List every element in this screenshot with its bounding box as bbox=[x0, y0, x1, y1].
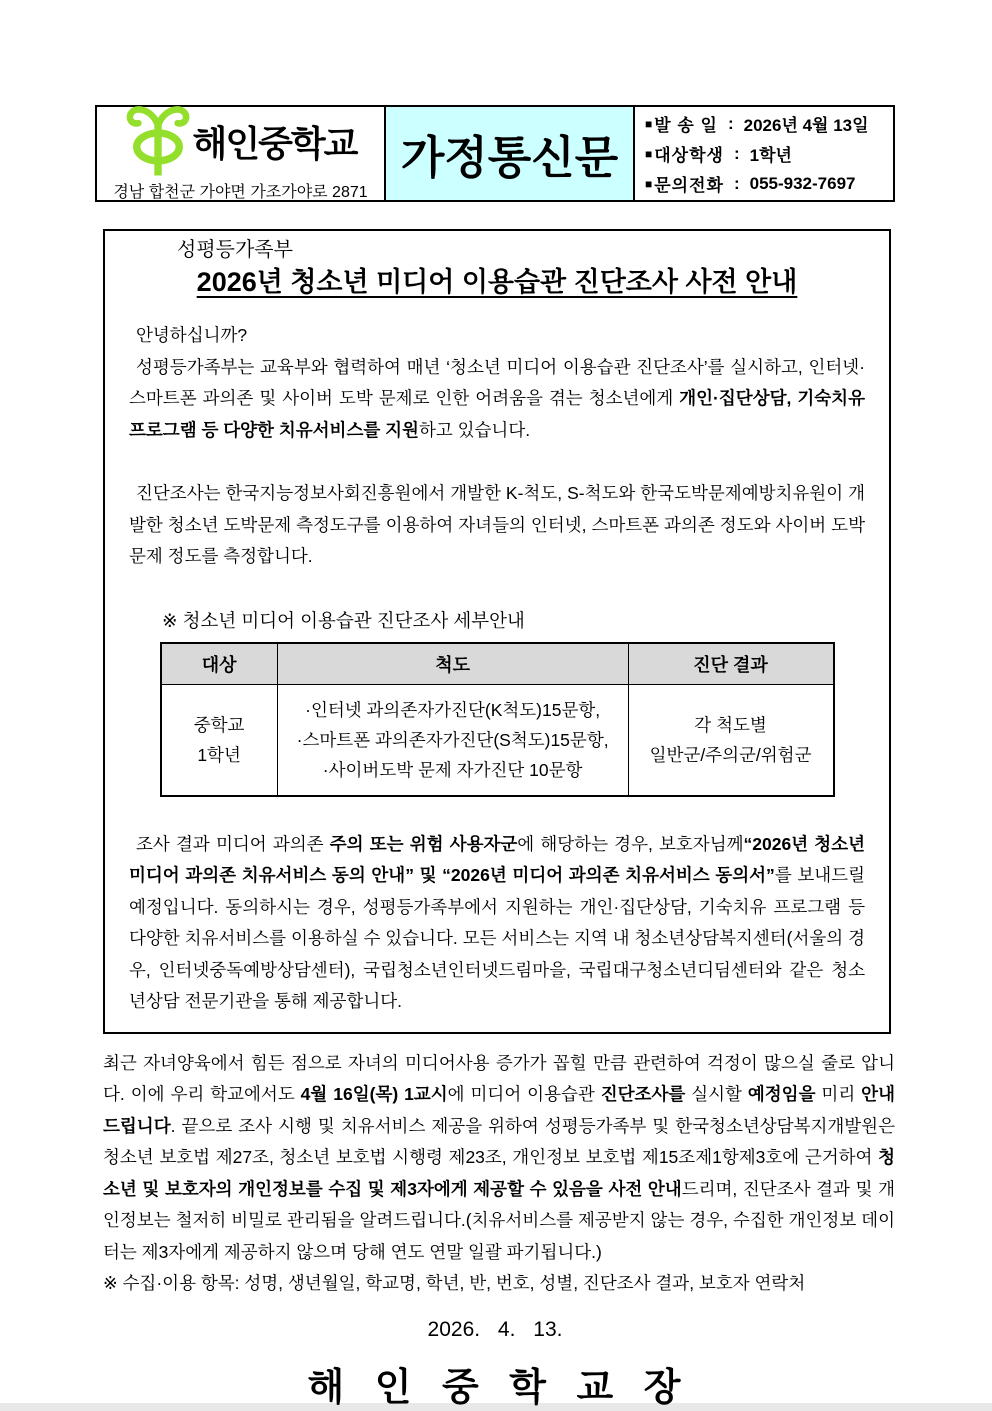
info-label: 문의전화 bbox=[654, 176, 724, 195]
paragraph-text: 하고 있습니다. bbox=[418, 419, 531, 440]
info-value: 1학년 bbox=[749, 146, 792, 165]
header-info-cell bbox=[635, 107, 893, 200]
info-label: 대상학생 bbox=[654, 146, 724, 165]
cell-result bbox=[628, 684, 833, 796]
paragraph-text: 미리 bbox=[815, 1084, 862, 1104]
info-separator: : bbox=[727, 113, 734, 133]
header-banner bbox=[95, 105, 895, 202]
paragraph-text: 성평등가족부는 교육부와 협력하여 매년 ‘청소년 미디어 이용습관 진단조사’를 실시하고, 인터넷·스마트폰 과의존 및 사이버 도박 문제로 인한 어려움을 겪는 청소년에게 bbox=[129, 356, 865, 408]
notice-title-text: 2026년 청소년 미디어 이용습관 진단조사 사전 안내 bbox=[196, 267, 798, 297]
doc-type-cell bbox=[386, 107, 635, 200]
paragraph-bold-text: 주의 또는 위험 사용자군 bbox=[329, 833, 518, 854]
paragraph-bold-text: “2026년 청소년 미디어 과의존 치유서비스 동의 안내” 및 “2026년 미디어 과의존 치유서비스 동의서” bbox=[129, 833, 866, 885]
table-row bbox=[161, 684, 834, 796]
square-bullet-icon: ■ bbox=[645, 116, 653, 131]
info-value: 2026년 4월 13일 bbox=[743, 116, 869, 135]
paragraph-text: 실시할 bbox=[685, 1084, 748, 1104]
principal-signature: 해 인 중 학 교 장 bbox=[307, 1366, 683, 1409]
paragraph-text: 조사 결과 미디어 과의존 bbox=[136, 833, 330, 854]
paragraph-intro bbox=[129, 352, 865, 447]
greeting-line: 안녕하십니까? bbox=[136, 325, 248, 345]
paragraph-text: . bbox=[170, 1115, 176, 1136]
paragraph-text: 에 해당하는 경우, 보호자님께 bbox=[517, 833, 744, 854]
info-row-target-students bbox=[645, 141, 893, 166]
paragraph-text: 드리며, 진단조사 결과 및 개인정보는 철저히 비밀로 관리됨을 알려드립니다.(치유서비스를 제공받지 않는 경우, 수집한 개인정보 데이터는 제3자에게 제공하지 않으며 당해 연도 연말 일괄 파기됩니다.) bbox=[103, 1178, 895, 1262]
info-label: 발 송 일 bbox=[654, 116, 718, 135]
info-row-send-date bbox=[645, 111, 893, 136]
info-separator: : bbox=[733, 143, 740, 163]
notice-title bbox=[129, 264, 865, 300]
notice-box bbox=[103, 229, 891, 1034]
paragraph-bold-text: 청소년 및 보호자의 개인정보를 수집 및 제3자에게 제공할 수 있음을 사전 안내 bbox=[103, 1147, 895, 1199]
cell-line: 1학년 bbox=[197, 744, 241, 765]
paragraph-collected-items: ※ 수집·이용 항목: 성명, 생년월일, 학교명, 학년, 반, 번호, 성별, 진단조사 결과, 보호자 연락처 bbox=[103, 1273, 806, 1293]
cell-line: 각 척도별 bbox=[694, 714, 767, 735]
column-header-scale: 척도 bbox=[277, 643, 628, 685]
column-header-target: 대상 bbox=[161, 643, 278, 685]
cell-target bbox=[161, 684, 278, 796]
table-header-row bbox=[161, 643, 834, 685]
paragraph-bold-text: 4월 16일(목) 1교시 bbox=[300, 1084, 448, 1104]
paragraph-text: 를 보내드릴 예정입니다. 동의하시는 경우, 성평등가족부에서 지원하는 개인·집단상담, 기숙치유 프로그램 등 다양한 치유서비스를 이용하실 수 있습니다. 모든 서비스는 지역 내 청소년상담복지센터(서울의 경우, 인터넷중독예방상담센터), 국립청소년인터넷드림마을, 국립대구청소년디딤센터와 같은 청소년상담 전문기관을 통해 제공합니다. bbox=[129, 865, 865, 1011]
table-caption: ※ 청소년 미디어 이용습관 진단조사 세부안내 bbox=[162, 609, 525, 631]
paragraph-bold-text: 진단조사를 bbox=[600, 1084, 686, 1104]
school-address: 경남 합천군 가야면 가조가야로 2871 bbox=[113, 183, 368, 201]
info-separator: : bbox=[733, 173, 740, 193]
square-bullet-icon: ■ bbox=[645, 176, 653, 191]
doc-type-title: 가정통신문 bbox=[400, 132, 619, 183]
department-name: 성평등가족부 bbox=[177, 239, 293, 261]
paragraph-text: 에 미디어 이용습관 bbox=[447, 1084, 601, 1104]
cell-scale bbox=[277, 684, 628, 796]
school-identity-cell bbox=[97, 107, 386, 200]
paragraph-text: 최근 자녀양육에서 힘든 점으로 자녀의 미디어사용 증가가 꼽힐 만큼 관련하여 걱정이 많으실 줄로 압니다. 이에 우리 학교에서도 bbox=[103, 1052, 895, 1104]
school-name: 해인중학교 bbox=[192, 123, 357, 164]
paragraph-text: 끝으로 조사 시행 및 치유서비스 제공을 위하여 성평등가족부 및 한국청소년상담복지개발원은 청소년 보호법 제27조, 청소년 보호법 시행령 제23조, 개인정보 보호법 제15조제1항제3호에 근거하여 bbox=[103, 1115, 895, 1167]
cell-line: ·인터넷 과의존자가진단(K척도)15문항, bbox=[305, 699, 601, 720]
paragraph-consent bbox=[129, 829, 865, 1018]
paragraph-survey-tools: 진단조사는 한국지능정보사회진흥원에서 개발한 K-척도, S-척도와 한국도박문제예방치유원이 개발한 청소년 도박문제 측정도구를 이용하여 자녀들의 인터넷, 스마트폰 과의존 정도와 사이버 도박 문제 정도를 측정합니다. bbox=[129, 483, 865, 566]
paragraph-bold-text: 개인·집단상담, 기숙치유 프로그램 등 다양한 치유서비스를 지원 bbox=[129, 388, 865, 440]
school-logo-icon bbox=[125, 106, 191, 178]
info-row-contact-phone bbox=[645, 171, 893, 196]
paragraph-bold-text: 안내드립니다 bbox=[103, 1084, 895, 1136]
school-name-row bbox=[125, 106, 357, 178]
cell-line: 중학교 bbox=[193, 714, 245, 735]
column-header-result: 진단 결과 bbox=[628, 643, 833, 685]
closing-section bbox=[103, 1048, 895, 1300]
cell-line: 일반군/주의군/위험군 bbox=[649, 744, 812, 765]
paragraph-bold-text: 예정임을 bbox=[747, 1084, 816, 1104]
survey-detail-table bbox=[160, 642, 835, 797]
paragraph-privacy bbox=[103, 1116, 895, 1262]
cell-line: ·스마트폰 과의존자가진단(S척도)15문항, bbox=[296, 729, 609, 750]
square-bullet-icon: ■ bbox=[645, 146, 653, 161]
issue-date: 2026. 4. 13. bbox=[427, 1317, 563, 1341]
info-value: 055-932-7697 bbox=[749, 173, 856, 193]
cell-line: ·사이버도박 문제 자가진단 10문항 bbox=[322, 759, 583, 780]
